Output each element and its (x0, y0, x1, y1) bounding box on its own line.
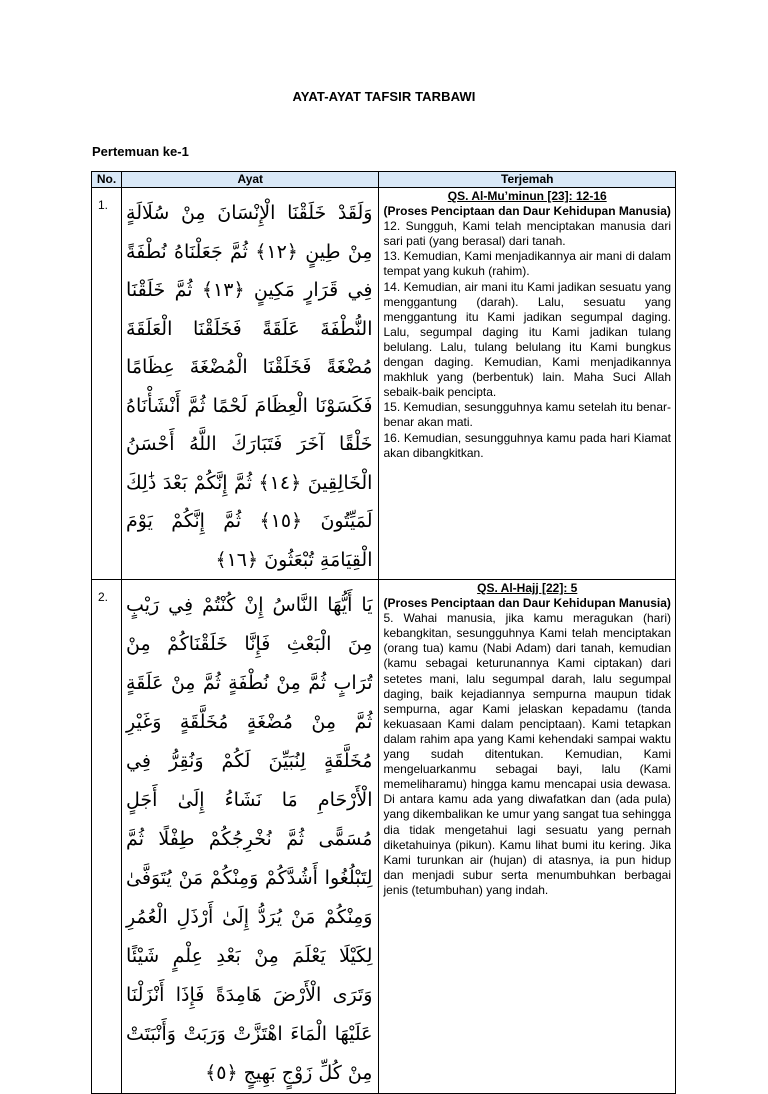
topic-subheading: (Proses Penciptaan dan Daur Kehidupan Manusia) (383, 596, 671, 611)
translation-text (383, 611, 671, 898)
table-row (92, 188, 676, 580)
row-number: 1. (92, 188, 122, 580)
ayat-cell (122, 188, 379, 580)
arabic-verse: يَا أَيُّهَا النَّاسُ إِنْ كُنْتُمْ فِي رَيْبٍ مِنَ الْبَعْثِ فَإِنَّا خَلَقْنَاكُمْ مِنْ تُرَابٍ ثُمَّ مِنْ نُطْفَةٍ ثُمَّ مِنْ عَلَقَةٍ ثُمَّ مِنْ مُضْغَةٍ مُخَلَّقَةٍ وَغَيْرِ مُخَلَّقَةٍ لِنُبَيِّنَ لَكُمْ وَنُقِرُّ فِي الْأَرْحَامِ مَا نَشَاءُ إِلَىٰ أَجَلٍ مُسَمًّى ثُمَّ نُخْرِجُكُمْ طِفْلًا ثُمَّ لِتَبْلُغُوا أَشُدَّكُمْ وَمِنْكُمْ مَنْ يُتَوَفَّىٰ وَمِنْكُمْ مَنْ يُرَدُّ إِلَىٰ أَرْذَلِ الْعُمُرِ لِكَيْلَا يَعْلَمَ مِنْ بَعْدِ عِلْمٍ شَيْئًا وَتَرَى الْأَرْضَ هَامِدَةً فَإِذَا أَنْزَلْنَا عَلَيْهَا الْمَاءَ اهْتَزَّتْ وَرَبَتْ وَأَنْبَتَتْ مِنْ كُلِّ زَوْجٍ بَهِيجٍ ﴿٥﴾ (126, 594, 373, 1084)
translation-verse: 14. Kemudian, air mani itu Kami jadikan sesuatu yang menggantung (darah). Lalu, sesuatu yang menggantung itu Kami jadikan segumpal daging. Lalu, segumpal daging itu Kami jadikan tulang belulang. Lalu, tulang belulang itu Kami bungkus dengan daging. Kemudian, Kami menjadikannya makhluk yang (berbentuk) lain. Maha Suci Allah sebaik-baik pencipta. (383, 279, 671, 400)
ayat-cell (122, 580, 379, 1094)
arabic-verse: وَلَقَدْ خَلَقْنَا الْإِنْسَانَ مِنْ سُلَالَةٍ مِنْ طِينٍ ﴿١٢﴾ ثُمَّ جَعَلْنَاهُ نُطْفَةً فِي قَرَارٍ مَكِينٍ ﴿١٣﴾ ثُمَّ خَلَقْنَا النُّطْفَةَ عَلَقَةً فَخَلَقْنَا الْعَلَقَةَ مُضْغَةً فَخَلَقْنَا الْمُضْغَةَ عِظَامًا فَكَسَوْنَا الْعِظَامَ لَحْمًا ثُمَّ أَنْشَأْنَاهُ خَلْقًا آخَرَ فَتَبَارَكَ اللَّهُ أَحْسَنُ الْخَالِقِينَ ﴿١٤﴾ ثُمَّ إِنَّكُمْ بَعْدَ ذَٰلِكَ لَمَيِّتُونَ ﴿١٥﴾ ثُمَّ إِنَّكُمْ يَوْمَ الْقِيَامَةِ تُبْعَثُونَ ﴿١٦﴾ (126, 202, 373, 571)
table-header-row (92, 172, 676, 188)
translation-verse: 12. Sungguh, Kami telah menciptakan manusia dari sari pati (yang berasal) dari tanah. (383, 219, 671, 249)
document-title: AYAT-AYAT TAFSIR TARBAWI (292, 89, 476, 104)
meeting-label: Pertemuan ke-1 (92, 144, 189, 159)
translation-verse: 5. Wahai manusia, jika kamu meragukan (hari) kebangkitan, sesungguhnya Kami telah menciptakan (orang tua) kamu (Nabi Adam) dari tanah, kemudian (kamu sebagai keturunannya Kami ciptakan) dari setetes mani, lalu segumpal darah, lalu segumpal daging, baik kejadiannya sempurna maupun tidak sempurna, agar Kami jelaskan kepadamu (tanda kekuasaan Kami dalam penciptaan). Kami tetapkan dalam rahim apa yang Kami kehendaki sampai waktu yang sudah ditentukan. Kemudian, Kami mengeluarkanmu sebagai bayi, lalu (Kami memeliharamu) hingga kamu mencapai usia dewasa. Di antara kamu ada yang diwafatkan dan (ada pula) yang dikembalikan ke umur yang sangat tua sehingga dia tidak mengetahui lagi sesuatu yang pernah diketahuinya (pikun). Kamu lihat bumi itu kering. Jika Kami turunkan air (hujan) di atasnya, ia pun hidup dan menjadi subur serta menumbuhkan berbagai jenis (tetumbuhan) yang indah. (383, 611, 671, 897)
surah-reference: QS. Al-Hajj [22]: 5 (477, 581, 578, 595)
translation-verse: 13. Kemudian, Kami menjadikannya air mani di dalam tempat yang kukuh (rahim). (383, 249, 671, 279)
header-no: No. (92, 172, 122, 188)
row-number: 2. (92, 580, 122, 1094)
translation-verse: 15. Kemudian, sesungguhnya kamu setelah itu benar-benar akan mati. (383, 400, 672, 430)
translation-text (383, 219, 671, 461)
header-terjemah: Terjemah (379, 172, 676, 188)
translation-verse: 16. Kemudian, sesungguhnya kamu pada hari Kiamat akan dibangkitkan. (383, 430, 671, 460)
table-row (92, 580, 676, 1094)
topic-subheading: (Proses Penciptaan dan Daur Kehidupan Manusia) (383, 204, 671, 219)
terjemah-cell (379, 580, 676, 1094)
verses-table (91, 171, 676, 1094)
surah-reference: QS. Al-Mu’minun [23]: 12-16 (447, 189, 607, 203)
header-ayat: Ayat (122, 172, 379, 188)
terjemah-cell (379, 188, 676, 580)
